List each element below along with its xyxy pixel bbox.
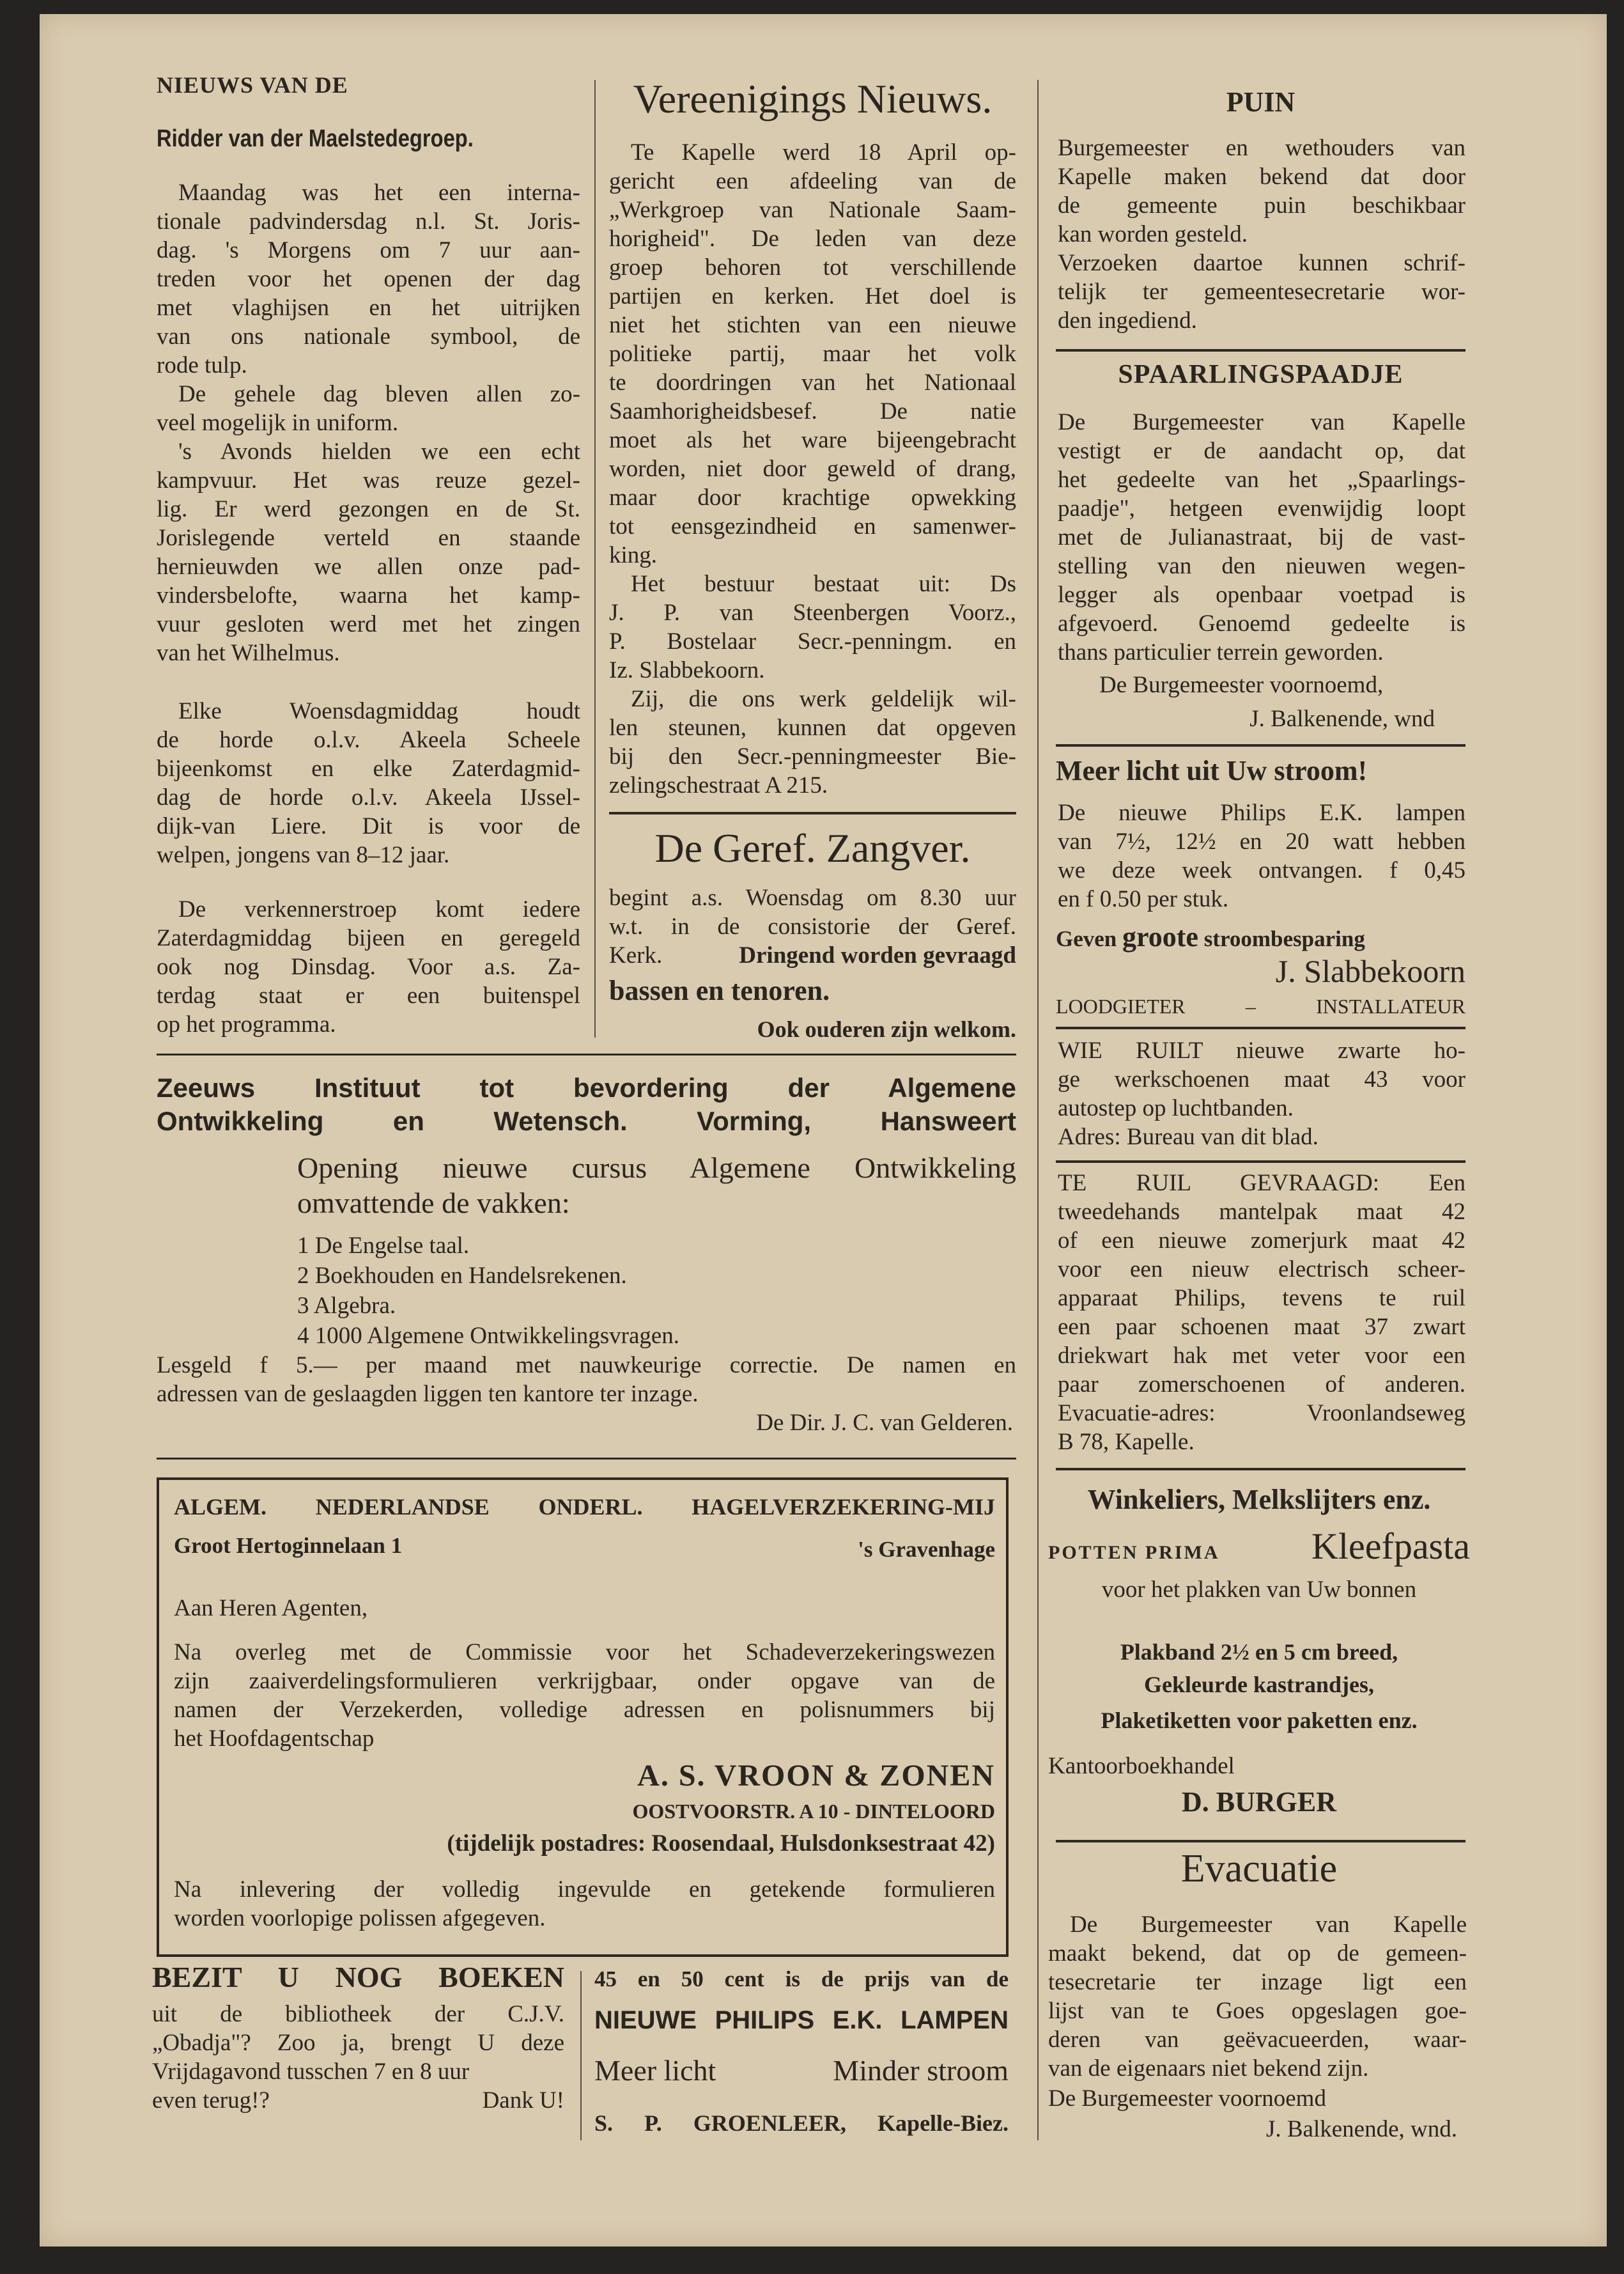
article-body bbox=[609, 138, 1016, 800]
text-line: vuur gesloten werd met het zingen bbox=[157, 611, 580, 637]
text-line: en f 0.50 per stuk. bbox=[1058, 886, 1229, 912]
text-line: len steunen, kunnen dat opgeven bbox=[609, 715, 1016, 741]
firm-temp-address: (tijdelijk postadres: Roosendaal, Hulsdonksestraat 42) bbox=[447, 1830, 995, 1857]
notice-city: 's Gravenhage bbox=[858, 1537, 995, 1562]
text-line: ge werkschoenen maat 43 voor bbox=[1058, 1066, 1465, 1093]
section-rule bbox=[1056, 1468, 1465, 1470]
ad-headline: Winkeliers, Melkslijters enz. bbox=[1087, 1484, 1431, 1515]
text-line: moet als het ware bijeengebracht bbox=[609, 427, 1016, 453]
text-line: met vlaghijsen en het uitrijken bbox=[157, 295, 580, 321]
text-line: De gehele dag bleven allen zo- bbox=[178, 381, 580, 407]
text-line: de horde o.l.v. Akeela Scheele bbox=[157, 727, 580, 753]
text-line: 's Avonds hielden we een echt bbox=[178, 439, 580, 465]
firm-name: A. S. VROON & ZONEN bbox=[637, 1759, 995, 1793]
column-divider bbox=[594, 80, 596, 1038]
text-line: worden, niet door geweld of drang, bbox=[609, 456, 1016, 482]
notice-lines bbox=[152, 2000, 564, 2086]
text-line: Te Kapelle werd 18 April op- bbox=[631, 139, 1016, 166]
text-line: tesecretarie ter inzage ligt een bbox=[1048, 1969, 1467, 1995]
text-line: Elke Woensdagmiddag houdt bbox=[178, 698, 580, 724]
text-line: of een nieuwe zomerjurk maat 42 bbox=[1058, 1227, 1465, 1254]
text-line: w.t. in de consistorie der Geref. bbox=[609, 914, 1016, 940]
text-line: worden voorlopige polissen afgegeven. bbox=[174, 1905, 546, 1931]
notice-body bbox=[1058, 134, 1465, 335]
text-line: Maandag was het een interna- bbox=[178, 180, 580, 206]
text-line: „Werkgroep van Nationale Saam- bbox=[609, 197, 1016, 223]
text-line: apparaat Philips, tevens te ruil bbox=[1058, 1285, 1465, 1311]
paragraph bbox=[1058, 798, 1465, 914]
text-line: TE RUIL GEVRAAGD: Een bbox=[1058, 1170, 1465, 1196]
notice-body bbox=[174, 1876, 995, 1934]
ad-item: Gekleurde kastrandjes, bbox=[1144, 1672, 1374, 1697]
section-rule bbox=[1056, 1160, 1465, 1163]
text-line: te doordringen van het Nationaal bbox=[609, 370, 1016, 396]
text-line: van de eigenaars niet bekend zijn. bbox=[1048, 2055, 1369, 2082]
text-span: Kerk. bbox=[609, 942, 663, 969]
text-line: treden voor het openen der dag bbox=[157, 266, 580, 292]
text-line: van 7½, 12½ en 20 watt hebben bbox=[1058, 829, 1465, 855]
article-body bbox=[157, 895, 580, 1039]
text-line: Adres: Bureau van dit blad. bbox=[1058, 1124, 1319, 1150]
article-headline: Ridder van der Maelstedegroep. bbox=[157, 125, 474, 152]
notice-body bbox=[609, 884, 1016, 970]
text-span: LOODGIETER bbox=[1056, 995, 1186, 1018]
signature-line: De Burgemeester voornoemd, bbox=[1099, 672, 1384, 698]
text-line: dag. 's Morgens om 7 uur aan- bbox=[157, 237, 580, 263]
text-line: begint a.s. Woensdag om 8.30 uur bbox=[609, 885, 1016, 911]
paragraph bbox=[1058, 408, 1465, 667]
notice-footer: Ook ouderen zijn welkom. bbox=[757, 1016, 1016, 1042]
notice-body bbox=[152, 2000, 564, 2115]
text-line: groep behoren tot verschillende bbox=[609, 254, 1016, 281]
notice-emphasis: bassen en tenoren. bbox=[609, 975, 830, 1006]
text-line: namen der Verzekerden, volledige adressen en polisnummers bij bbox=[174, 1697, 995, 1723]
ad-body: voor het plakken van Uw bonnen bbox=[1101, 1577, 1417, 1603]
firm-address: OOSTVOORSTR. A 10 - DINTELOORD bbox=[632, 1800, 995, 1823]
text-line: met de Julianastraat, bij de vast- bbox=[1058, 524, 1465, 550]
text-line: veel mogelijk in uniform. bbox=[157, 410, 399, 436]
section-rule bbox=[1056, 349, 1465, 352]
text-span: even terug!? bbox=[152, 2087, 270, 2114]
text-line: B 78, Kapelle. bbox=[1058, 1429, 1195, 1455]
text-line: op het programma. bbox=[157, 1011, 336, 1038]
text-line: telijk ter gemeentesecretarie wor- bbox=[1058, 279, 1465, 305]
text-line: Het bestuur bestaat uit: Ds bbox=[631, 571, 1016, 597]
ad-headline: NIEUWE PHILIPS E.K. LAMPEN bbox=[594, 2006, 1009, 2034]
text-span: stroombesparing bbox=[1203, 926, 1365, 951]
text-line: thans particulier terrein geworden. bbox=[1058, 639, 1384, 666]
column-divider bbox=[1037, 80, 1039, 2140]
text-line: voor een nieuw electrisch scheer- bbox=[1058, 1256, 1465, 1282]
signature-name: J. Balkenende, wnd. bbox=[1265, 2116, 1457, 2142]
text-line: politieke partij, maar het volk bbox=[609, 341, 1016, 367]
text-line: vestigt er de aandacht op, dat bbox=[1058, 438, 1465, 464]
text-line: legger als openbaar voetpad is bbox=[1058, 582, 1465, 608]
text-line: niet het stichten van een nieuwe bbox=[609, 312, 1016, 338]
paragraph bbox=[609, 570, 1016, 685]
notice-address: Groot Hertoginnelaan 1 bbox=[174, 1533, 403, 1558]
paragraph bbox=[1058, 249, 1465, 335]
text-line bbox=[152, 2086, 564, 2115]
ad-line: 45 en 50 cent is de prijs van de bbox=[594, 1966, 1009, 1991]
ad-headline: Ontwikkeling en Wetensch. Vorming, Hansweert bbox=[157, 1106, 1016, 1136]
text-line: driekwart hak met veter voor een bbox=[1058, 1343, 1465, 1369]
ad-slogan bbox=[594, 2053, 1009, 2087]
text-line: Zij, die ons werk geldelijk wil- bbox=[631, 686, 1016, 712]
signature-name: J. Balkenende, wnd bbox=[1249, 706, 1435, 732]
subject-item: 1 De Engelse taal. bbox=[297, 1233, 470, 1259]
text-line: kampvuur. Het was reuze gezel- bbox=[157, 467, 580, 494]
text-line: Iz. Slabbekoorn. bbox=[609, 657, 765, 683]
text-line: het Hoofdagentschap bbox=[174, 1725, 375, 1752]
text-span: groote bbox=[1122, 921, 1198, 953]
text-line: gericht een afdeeling van de bbox=[609, 168, 1016, 194]
text-line: bij den Secr.-penningmeester Bie- bbox=[609, 744, 1016, 770]
text-line: adressen van de geslaagden liggen ten kantore ter inzage. bbox=[157, 1381, 699, 1407]
text-line: dag de horde o.l.v. Akeela IJssel- bbox=[157, 784, 580, 811]
paragraph bbox=[1058, 1123, 1465, 1151]
text-line: lijst van te Goes opgeslagen goe- bbox=[1048, 1998, 1467, 2024]
article-body bbox=[157, 697, 580, 869]
text-line: de gemeente puin beschikbaar bbox=[1058, 192, 1465, 219]
text-line: Zaterdagmiddag bijeen en geregeld bbox=[157, 925, 580, 951]
ad-item: Plakband 2½ en 5 cm breed, bbox=[1120, 1639, 1398, 1665]
paragraph bbox=[1048, 1910, 1467, 2083]
text-line: Evacuatie-adres: Vroonlandseweg bbox=[1058, 1400, 1465, 1426]
text-line: we deze week ontvangen. f 0,45 bbox=[1058, 857, 1465, 884]
text-span: Minder stroom bbox=[833, 2054, 1009, 2087]
section-rule bbox=[609, 812, 1016, 814]
notice-headline: ALGEM. NEDERLANDSE ONDERL. HAGELVERZEKERING-MIJ bbox=[174, 1494, 995, 1520]
text-line: De Burgemeester van Kapelle bbox=[1070, 1912, 1467, 1938]
paragraph bbox=[157, 380, 580, 437]
advertiser-name: S. P. GROENLEER, Kapelle-Biez. bbox=[594, 2110, 1009, 2136]
text-line: Kapelle maken bekend dat door bbox=[1058, 164, 1465, 190]
text-line: „Obadja"? Zoo ja, brengt U deze bbox=[152, 2030, 564, 2056]
section-rule bbox=[1056, 1027, 1465, 1029]
text-line: vindersbelofte, waarna het kamp- bbox=[157, 582, 580, 609]
text-span: Meer licht bbox=[594, 2054, 716, 2087]
paragraph bbox=[157, 178, 580, 380]
text-line: maar door krachtige opwekking bbox=[609, 485, 1016, 511]
paragraph bbox=[157, 697, 580, 869]
paragraph bbox=[1058, 134, 1465, 249]
text-span: INSTALLATEUR bbox=[1316, 995, 1465, 1018]
notice-body bbox=[174, 1639, 995, 1754]
text-line: P. Bostelaar Secr.-penningm. en bbox=[609, 628, 1016, 655]
text-line: kan worden gesteld. bbox=[1058, 221, 1248, 247]
article-headline: Vereenigings Nieuws. bbox=[633, 76, 993, 121]
ad-headline: Zeeuws Instituut tot bevordering der Algemene bbox=[157, 1073, 1016, 1103]
text-line: rode tulp. bbox=[157, 352, 247, 378]
course-intro: Opening nieuwe cursus Algemene Ontwikkeling bbox=[297, 1151, 1016, 1184]
text-span: POTTEN PRIMA bbox=[1048, 1542, 1220, 1563]
course-intro: omvattende de vakken: bbox=[297, 1187, 570, 1219]
text-line: terdag staat er een buitenspel bbox=[157, 983, 580, 1009]
text-line: zijn zaaiverdelingsformulieren verkrijgbaar, onder opgave van de bbox=[174, 1668, 995, 1694]
text-line: paadje", hetgeen evenwijdig loopt bbox=[1058, 495, 1465, 522]
text-span: Dringend worden gevraagd bbox=[739, 942, 1016, 969]
text-line: J. P. van Steenbergen Voorz., bbox=[609, 600, 1016, 626]
text-line: van het Wilhelmus. bbox=[157, 640, 340, 666]
text-line: horigheid". De leden van deze bbox=[609, 226, 1016, 252]
section-rule bbox=[1056, 744, 1465, 747]
text-line: Saamhorigheidsbesef. De natie bbox=[609, 398, 1016, 424]
text-line: Na inlevering der volledig ingevulde en getekende formulieren bbox=[174, 1876, 995, 1903]
text-line: van ons nationale symbool, de bbox=[157, 323, 580, 350]
text-line: Jorislegende verteld en staande bbox=[157, 525, 580, 551]
text-line: deren van geëvacueerden, waar- bbox=[1048, 2027, 1467, 2053]
paragraph bbox=[609, 685, 1016, 800]
text-line: tot eensgezindheid en samenwer- bbox=[609, 513, 1016, 540]
text-line: den ingediend. bbox=[1058, 308, 1197, 334]
ad-tagline bbox=[1056, 921, 1365, 953]
article-body bbox=[157, 178, 580, 667]
text-line: welpen, jongens van 8–12 jaar. bbox=[157, 842, 450, 868]
paragraph bbox=[1058, 1036, 1465, 1123]
paragraph bbox=[157, 437, 580, 667]
section-rule bbox=[157, 1054, 1016, 1055]
text-line: Na overleg met de Commissie voor het Schadeverzekeringswezen bbox=[174, 1639, 995, 1665]
paragraph bbox=[174, 1639, 995, 1754]
text-line: maakt bekend, dat op de gemeen- bbox=[1048, 1940, 1467, 1966]
text-line: zelingschestraat A 215. bbox=[609, 772, 828, 798]
notice-body bbox=[1048, 1910, 1467, 2083]
subject-item: 3 Algebra. bbox=[297, 1293, 396, 1319]
text-line: Verzoeken daartoe kunnen schrif- bbox=[1058, 250, 1465, 276]
article-kicker: NIEUWS VAN DE bbox=[157, 72, 348, 98]
advertiser-name: D. BURGER bbox=[1181, 1786, 1337, 1818]
text-line: uit de bibliotheek der C.J.V. bbox=[152, 2001, 564, 2027]
ad-headline: Meer licht uit Uw stroom! bbox=[1056, 755, 1368, 786]
subject-item: 2 Boekhouden en Handelsrekenen. bbox=[297, 1263, 627, 1289]
text-line: WIE RUILT nieuwe zwarte ho- bbox=[1058, 1038, 1465, 1064]
paragraph bbox=[152, 2000, 564, 2086]
text-span: Dank U! bbox=[482, 2087, 564, 2114]
advertiser-trade bbox=[1056, 995, 1465, 1018]
ad-item: Plaketiketten voor paketten enz. bbox=[1101, 1708, 1418, 1733]
text-line: bijeenkomst en elke Zaterdagmid- bbox=[157, 756, 580, 782]
advertiser-name: J. Slabbekoorn bbox=[1275, 953, 1465, 989]
text-line: Lesgeld f 5.— per maand met nauwkeurige correctie. De namen en bbox=[157, 1352, 1016, 1378]
notice-headline: Evacuatie bbox=[1180, 1847, 1338, 1890]
text-line: het gedeelte van het „Spaarlings- bbox=[1058, 467, 1465, 493]
text-line: autostep op luchtbanden. bbox=[1058, 1095, 1294, 1121]
notice-body bbox=[1058, 408, 1465, 667]
text-line: partijen en kerken. Het doel is bbox=[609, 283, 1016, 309]
classified-ad bbox=[1058, 1169, 1465, 1456]
paragraph bbox=[157, 895, 580, 1039]
text-line: De verkennerstroep komt iedere bbox=[178, 896, 580, 923]
paragraph bbox=[157, 1351, 1016, 1408]
text-line: De Burgemeester van Kapelle bbox=[1058, 409, 1465, 435]
subject-item: 4 1000 Algemene Ontwikkelingsvragen. bbox=[297, 1323, 680, 1349]
text-line: ook nog Dinsdag. Voor a.s. Za- bbox=[157, 954, 580, 980]
text-line: lig. Er werd gezongen en de St. bbox=[157, 496, 580, 522]
text-line: dijk-van Liere. Dit is voor de bbox=[157, 813, 580, 839]
text-line: stelling van den nieuwen wegen- bbox=[1058, 553, 1465, 579]
text-line: tweedehands mantelpak maat 42 bbox=[1058, 1199, 1465, 1225]
text-line: tionale padvindersdag n.l. St. Joris- bbox=[157, 208, 580, 235]
notice-headline: De Geref. Zangver. bbox=[654, 825, 971, 871]
section-rule bbox=[1056, 1840, 1465, 1842]
ad-body bbox=[1058, 798, 1465, 914]
text-span: – bbox=[1245, 995, 1256, 1018]
text-line: king. bbox=[609, 542, 658, 568]
paragraph bbox=[1058, 1169, 1465, 1456]
signature-line: De Burgemeester voornoemd bbox=[1048, 2085, 1326, 2112]
text-line: paar zomerschoenen of anderen. bbox=[1058, 1371, 1465, 1398]
text-line bbox=[609, 941, 1016, 970]
text-span: Geven bbox=[1056, 926, 1117, 951]
text-line: afgevoerd. Genoemd gedeelte is bbox=[1058, 611, 1465, 637]
notice-headline: BEZIT U NOG BOEKEN bbox=[152, 1961, 564, 1993]
paragraph bbox=[174, 1876, 995, 1934]
text-line: Vrijdagavond tusschen 7 en 8 uur bbox=[152, 2059, 470, 2085]
text-line: een paar schoenen maat 37 zwart bbox=[1058, 1314, 1465, 1340]
text-line: Burgemeester en wethouders van bbox=[1058, 135, 1465, 161]
classified-ad bbox=[1058, 1036, 1465, 1151]
notice-headline: PUIN bbox=[1226, 86, 1295, 118]
notice-salutation: Aan Heren Agenten, bbox=[174, 1595, 368, 1621]
ad-product bbox=[1048, 1525, 1470, 1568]
notice-headline: SPAARLINGSPAADJE bbox=[1118, 360, 1404, 389]
column-divider bbox=[580, 1971, 582, 2140]
signature-name: De Dir. J. C. van Gelderen. bbox=[756, 1410, 1013, 1436]
ad-shop-type: Kantoorboekhandel bbox=[1048, 1753, 1235, 1779]
paragraph bbox=[609, 138, 1016, 570]
section-rule bbox=[157, 1458, 1016, 1460]
text-span: Kleefpasta bbox=[1311, 1525, 1470, 1567]
course-fee bbox=[157, 1351, 1016, 1408]
text-line: hernieuwden we allen onze pad- bbox=[157, 554, 580, 580]
text-line: De nieuwe Philips E.K. lampen bbox=[1058, 800, 1465, 826]
course-subjects bbox=[297, 1231, 679, 1351]
